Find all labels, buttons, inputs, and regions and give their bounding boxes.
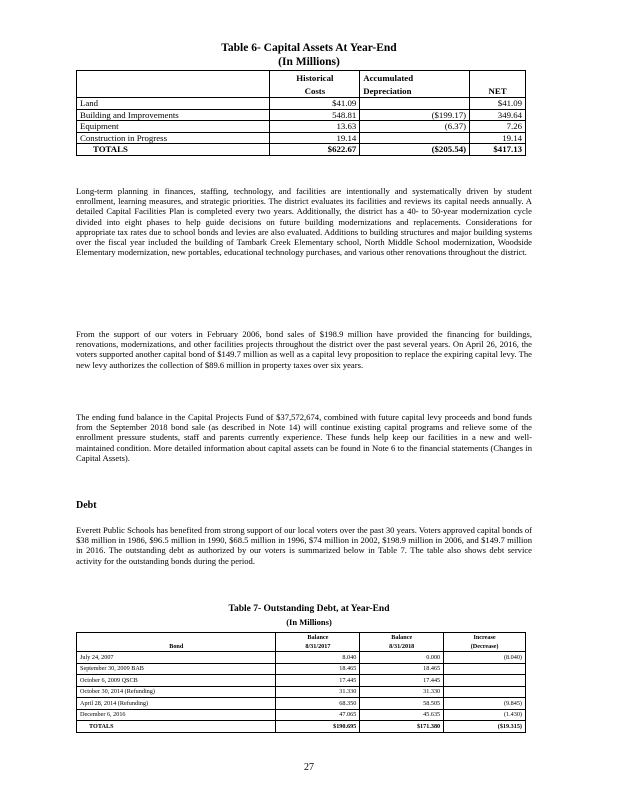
capital-assets-table <box>76 70 526 156</box>
header-historical: Historical <box>270 71 360 85</box>
balance-2017: 8.040 <box>276 652 360 664</box>
balance-2018: 58.505 <box>360 698 444 710</box>
totals-change: ($19.315) <box>444 721 526 733</box>
header-balance-2018: Balance <box>360 633 444 643</box>
row-label: Construction in Progress <box>77 132 270 144</box>
totals-row <box>77 721 526 733</box>
totals-cost: $622.67 <box>270 144 360 156</box>
row-net: $41.09 <box>470 98 526 110</box>
table-row <box>77 698 526 710</box>
balance-2017: 18.465 <box>276 663 360 675</box>
header-bond: Bond <box>77 642 276 652</box>
totals-label: TOTALS <box>77 144 270 156</box>
header-decrease: (Decrease) <box>444 642 526 652</box>
table-row <box>77 675 526 687</box>
bond-name: October 6, 2009 QSCB <box>77 675 276 687</box>
row-cost: $41.09 <box>270 98 360 110</box>
header-depreciation: Depreciation <box>360 84 470 98</box>
paragraph-planning: Long-term planning in finances, staffing, technology, and facilities are intentionally and systematically driven by student enrollment, learning measures, and strategic priorities. The district evaluates its facilities and reviews its capital needs annually. A detailed Capital Facilities Plan is completed every two years. Additionally, the district has a 40- to 50-year modernization cycle divided into eight phases to help guide decisions on future building modernizations and replacements. Considerations for appropriate tax rates due to school bonds and levies are also evaluated. Additions to building structures and major building systems over the fiscal year included the building of Tambark Creek Elementary school, North Middle School modernization, Woodside Elementary modernization, new portables, educational technology purchases, and various other renovations throughout the district. <box>76 186 532 258</box>
change <box>444 686 526 698</box>
header-date-2017: 8/31/2017 <box>276 642 360 652</box>
totals-depreciation: ($205.54) <box>360 144 470 156</box>
bond-name: July 24, 2007 <box>77 652 276 664</box>
balance-2018: 0.000 <box>360 652 444 664</box>
balance-2017: 68.350 <box>276 698 360 710</box>
row-label: Building and Improvements <box>77 109 270 121</box>
row-cost: 548.81 <box>270 109 360 121</box>
change: (9.845) <box>444 698 526 710</box>
balance-2017: 31.330 <box>276 686 360 698</box>
header-balance-2017: Balance <box>276 633 360 643</box>
totals-label: TOTALS <box>77 721 276 733</box>
bond-name: October 30, 2014 (Refunding) <box>77 686 276 698</box>
table-header-row <box>77 633 526 643</box>
totals-row <box>77 144 526 156</box>
debt-heading: Debt <box>76 500 97 511</box>
table-row <box>77 663 526 675</box>
change <box>444 663 526 675</box>
balance-2018: 31.330 <box>360 686 444 698</box>
table-row <box>77 109 526 121</box>
totals-2017: $190.695 <box>276 721 360 733</box>
row-depreciation <box>360 98 470 110</box>
row-label: Land <box>77 98 270 110</box>
table-row <box>77 132 526 144</box>
table-header-row <box>77 642 526 652</box>
header-net: NET <box>470 84 526 98</box>
table-header-row <box>77 71 526 85</box>
header-increase: Increase <box>444 633 526 643</box>
table-row <box>77 652 526 664</box>
table7-title: Table 7- Outstanding Debt, at Year-End <box>228 604 390 614</box>
change <box>444 675 526 687</box>
table-row <box>77 709 526 721</box>
header-accumulated: Accumulated <box>360 71 470 85</box>
row-depreciation <box>360 132 470 144</box>
bond-name: April 28, 2014 (Refunding) <box>77 698 276 710</box>
table7-subtitle: (In Millions) <box>286 617 332 627</box>
balance-2017: 47.065 <box>276 709 360 721</box>
paragraph-capital-projects-fund: The ending fund balance in the Capital Projects Fund of $37,572,674, combined with future capital levy proceeds and bond funds from the September 2018 bond sale (as described in Note 14) will continue existing capital programs and relieve some of the enrollment pressure students, staff and parents currently experience. These funds help keep our facilities in a new and well-maintained condition. More detailed information about capital assets can be found in Note 6 to the financial statements (Changes in Capital Assets). <box>76 412 532 463</box>
balance-2018: 17.445 <box>360 675 444 687</box>
table-row <box>77 98 526 110</box>
row-net: 7.26 <box>470 121 526 133</box>
paragraph-debt: Everett Public Schools has benefited from strong support of our local voters over the past 30 years. Voters approved capital bonds of $38 million in 1986, $96.5 million in 1990, $68.5 million in 1996, $74 million in 2002, $198.9 million in 2006, and $149.7 million in 2016. The outstanding debt as authorized by our voters is summarized below in Table 7. The table also shows debt service activity for the outstanding bonds during the period. <box>76 525 532 566</box>
row-depreciation: (6.37) <box>360 121 470 133</box>
row-net: 19.14 <box>470 132 526 144</box>
header-costs: Costs <box>270 84 360 98</box>
header-date-2018: 8/31/2018 <box>360 642 444 652</box>
balance-2018: 45.635 <box>360 709 444 721</box>
table-header-row <box>77 84 526 98</box>
table-row <box>77 121 526 133</box>
totals-net: $417.13 <box>470 144 526 156</box>
bond-name: September 30, 2009 BAB <box>77 663 276 675</box>
bond-name: December 6, 2016 <box>77 709 276 721</box>
table-row <box>77 686 526 698</box>
row-label: Equipment <box>77 121 270 133</box>
page-number: 27 <box>304 762 314 773</box>
balance-2017: 17.445 <box>276 675 360 687</box>
outstanding-debt-table <box>76 632 526 733</box>
paragraph-voter-support: From the support of our voters in February 2006, bond sales of $198.9 million have provided the financing for buildings, renovations, modernizations, and other facilities projects throughout the district over the past several years. On April 26, 2016, the voters supported another capital bond of $149.7 million as well as a capital levy proposition to replace the expiring capital levy. The new levy authorizes the collection of $89.6 million in property taxes over six years. <box>76 329 532 370</box>
balance-2018: 18.465 <box>360 663 444 675</box>
row-net: 349.64 <box>470 109 526 121</box>
change: (1.430) <box>444 709 526 721</box>
totals-2018: $171.380 <box>360 721 444 733</box>
change: (8.040) <box>444 652 526 664</box>
row-cost: 13.63 <box>270 121 360 133</box>
row-depreciation: ($199.17) <box>360 109 470 121</box>
row-cost: 19.14 <box>270 132 360 144</box>
table6-title: Table 6- Capital Assets At Year-End <box>221 42 397 54</box>
table6-subtitle: (In Millions) <box>278 56 340 68</box>
